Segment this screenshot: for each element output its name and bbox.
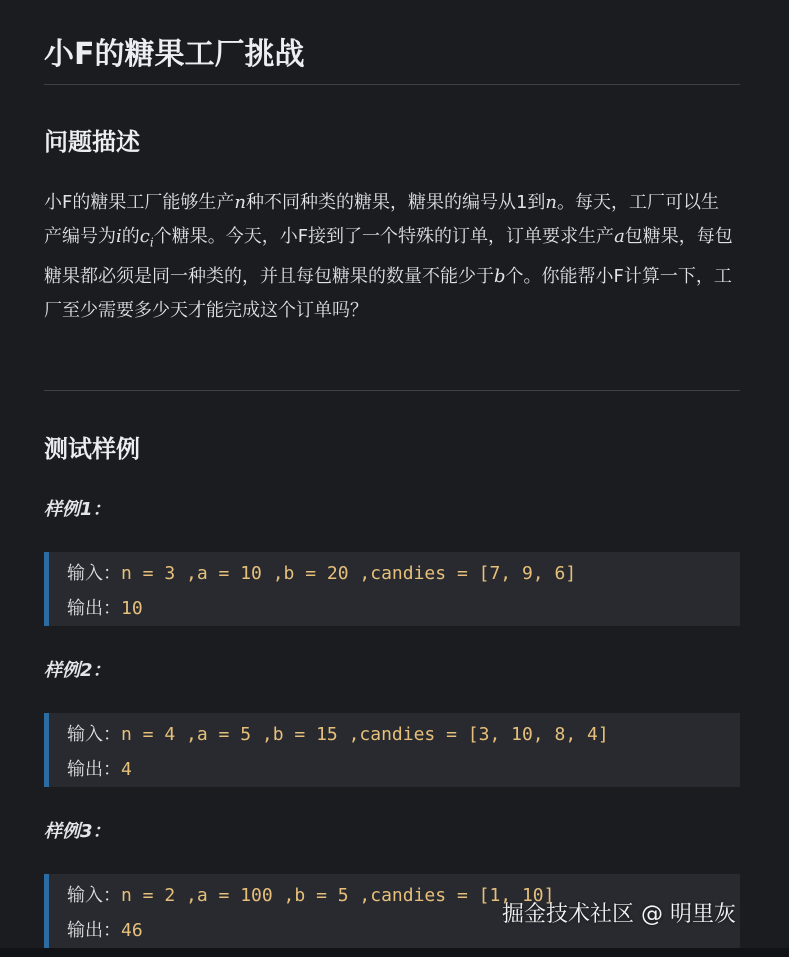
math-var-c-sub: i	[149, 235, 154, 250]
example-2-output-value: 4	[121, 759, 132, 780]
section-divider	[44, 390, 740, 391]
desc-text-1: 小F的糖果工厂能够生产	[44, 192, 235, 213]
math-var-n-2: n	[545, 192, 557, 213]
description-heading: 问题描述	[44, 128, 140, 156]
example-2-output-label: 输出：	[67, 759, 121, 780]
example-2-input-value: n = 4 ,a = 5 ,b = 15 ,candies = [3, 10, 8, 4]	[121, 724, 609, 745]
desc-text-2: 种不同种类的糖果，糖果的编号从1到	[245, 192, 546, 213]
example-3-input-value: n = 2 ,a = 100 ,b = 5 ,candies = [1, 10]	[121, 885, 555, 906]
example-3-output-line	[67, 918, 143, 944]
math-var-c	[139, 226, 154, 250]
page-title: 小F的糖果工厂挑战	[44, 37, 305, 72]
desc-text-3: 。每天，工厂可以生产编号为	[44, 192, 719, 247]
math-var-b: b	[494, 265, 506, 287]
desc-text-6: 包糖果，每包糖果都必须是同一种类的，并且每包糖果的数量不能少于	[44, 226, 733, 287]
example-3-input-line	[67, 883, 554, 909]
bottom-edge	[0, 948, 789, 957]
math-var-i: i	[116, 226, 122, 247]
example-2-output-line	[67, 757, 132, 783]
example-3-title: 样例3：	[44, 821, 111, 842]
example-3-output-label: 输出：	[67, 920, 121, 941]
example-1-input-line	[67, 561, 576, 587]
example-1-input-value: n = 3 ,a = 10 ,b = 20 ,candies = [7, 9, 6]	[121, 563, 577, 584]
example-1-output-line	[67, 596, 143, 622]
example-1-output-value: 10	[121, 598, 143, 619]
example-1-output-label: 输出：	[67, 598, 121, 619]
tests-heading: 测试样例	[44, 435, 140, 463]
math-var-c-base: c	[139, 226, 150, 247]
example-3-output-value: 46	[121, 920, 143, 941]
example-2-input-label: 输入：	[67, 724, 121, 745]
example-1-input-label: 输入：	[67, 563, 121, 584]
watermark-text: 掘金技术社区 @ 明里灰	[502, 902, 736, 927]
example-2-title: 样例2：	[44, 660, 111, 681]
example-1-title: 样例1：	[44, 499, 111, 520]
example-3-input-label: 输入：	[67, 885, 121, 906]
math-var-a: a	[614, 226, 625, 247]
example-2-input-line	[67, 722, 609, 748]
title-divider	[44, 84, 740, 85]
desc-text-7: 个。你能帮小F计算一下，工厂至少需要多少天才能完成这个订单吗？	[44, 265, 732, 321]
example-2-codeblock	[44, 713, 740, 787]
problem-description	[44, 186, 734, 328]
math-var-n: n	[234, 192, 246, 213]
example-1-codeblock	[44, 552, 740, 626]
desc-text-4: 的	[121, 226, 140, 247]
desc-text-5: 个糖果。今天，小F接到了一个特殊的订单，订单要求生产	[153, 226, 615, 247]
